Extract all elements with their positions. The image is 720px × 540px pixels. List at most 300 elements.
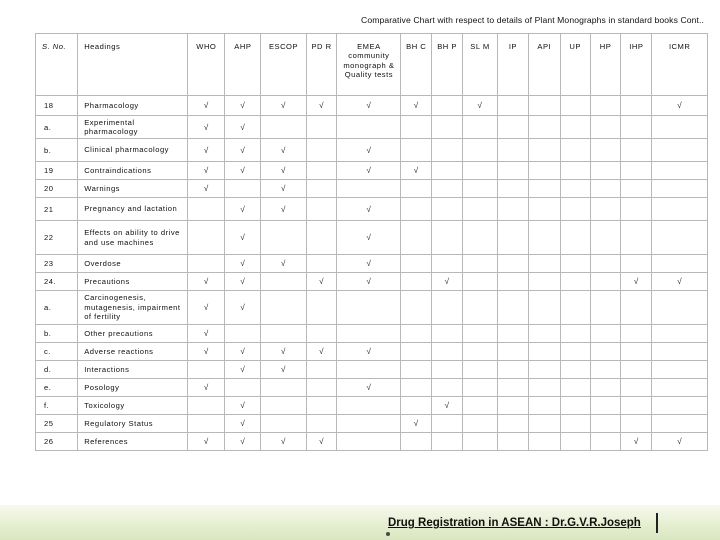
table-row [36, 379, 708, 397]
empty-cell [497, 397, 528, 415]
col-header-bhc: BH C [401, 34, 432, 96]
table-body [36, 96, 708, 451]
empty-cell [306, 162, 337, 180]
empty-cell [188, 361, 225, 379]
row-number: e. [36, 379, 78, 397]
empty-cell [261, 221, 306, 255]
check-mark: √ [401, 415, 432, 433]
empty-cell [621, 325, 652, 343]
check-mark: √ [261, 343, 306, 361]
empty-cell [652, 361, 708, 379]
empty-cell [225, 180, 261, 198]
col-header-sno: S. No. [36, 34, 78, 96]
col-header-api: API [528, 34, 560, 96]
empty-cell [432, 415, 463, 433]
empty-cell [463, 162, 498, 180]
empty-cell [432, 162, 463, 180]
col-header-bhp: BH P [432, 34, 463, 96]
empty-cell [560, 343, 590, 361]
empty-cell [306, 198, 337, 221]
col-header-pdr: PD R [306, 34, 337, 96]
empty-cell [261, 415, 306, 433]
table-row [36, 139, 708, 162]
empty-cell [306, 255, 337, 273]
empty-cell [652, 139, 708, 162]
col-header-headings: Headings [78, 34, 188, 96]
empty-cell [497, 116, 528, 139]
table-row [36, 273, 708, 291]
check-mark: √ [261, 198, 306, 221]
row-number: 23 [36, 255, 78, 273]
check-mark: √ [337, 255, 401, 273]
row-heading: Clinical pharmacology [78, 139, 188, 162]
check-mark: √ [337, 221, 401, 255]
col-header-hp: HP [590, 34, 621, 96]
empty-cell [306, 221, 337, 255]
empty-cell [621, 139, 652, 162]
empty-cell [652, 343, 708, 361]
empty-cell [528, 361, 560, 379]
empty-cell [261, 291, 306, 325]
empty-cell [560, 116, 590, 139]
check-mark: √ [261, 96, 306, 116]
empty-cell [463, 415, 498, 433]
empty-cell [432, 343, 463, 361]
empty-cell [261, 273, 306, 291]
table-row [36, 343, 708, 361]
empty-cell [528, 397, 560, 415]
empty-cell [560, 433, 590, 451]
empty-cell [590, 291, 621, 325]
empty-cell [306, 415, 337, 433]
row-number: a. [36, 116, 78, 139]
empty-cell [652, 415, 708, 433]
empty-cell [560, 291, 590, 325]
empty-cell [528, 162, 560, 180]
empty-cell [401, 180, 432, 198]
empty-cell [401, 255, 432, 273]
check-mark: √ [225, 433, 261, 451]
check-mark: √ [337, 379, 401, 397]
empty-cell [306, 379, 337, 397]
check-mark: √ [225, 361, 261, 379]
table-row [36, 255, 708, 273]
check-mark: √ [306, 96, 337, 116]
empty-cell [497, 343, 528, 361]
check-mark: √ [621, 433, 652, 451]
empty-cell [652, 180, 708, 198]
empty-cell [463, 221, 498, 255]
row-number: 19 [36, 162, 78, 180]
empty-cell [463, 273, 498, 291]
empty-cell [560, 255, 590, 273]
check-mark: √ [463, 96, 498, 116]
check-mark: √ [306, 343, 337, 361]
empty-cell [652, 162, 708, 180]
empty-cell [652, 325, 708, 343]
empty-cell [560, 415, 590, 433]
empty-cell [337, 415, 401, 433]
empty-cell [560, 96, 590, 116]
row-number: 21 [36, 198, 78, 221]
check-mark: √ [401, 162, 432, 180]
empty-cell [497, 180, 528, 198]
empty-cell [337, 116, 401, 139]
empty-cell [590, 325, 621, 343]
empty-cell [528, 96, 560, 116]
check-mark: √ [225, 343, 261, 361]
empty-cell [497, 255, 528, 273]
empty-cell [401, 273, 432, 291]
empty-cell [590, 433, 621, 451]
empty-cell [621, 255, 652, 273]
check-mark: √ [225, 116, 261, 139]
check-mark: √ [225, 273, 261, 291]
empty-cell [463, 116, 498, 139]
row-heading: Effects on ability to drive and use machines [78, 221, 188, 255]
empty-cell [621, 180, 652, 198]
empty-cell [432, 291, 463, 325]
row-heading: References [78, 433, 188, 451]
empty-cell [590, 415, 621, 433]
row-heading: Interactions [78, 361, 188, 379]
col-header-ip: IP [497, 34, 528, 96]
empty-cell [463, 325, 498, 343]
empty-cell [225, 325, 261, 343]
empty-cell [497, 198, 528, 221]
empty-cell [652, 116, 708, 139]
check-mark: √ [621, 273, 652, 291]
empty-cell [261, 116, 306, 139]
empty-cell [560, 139, 590, 162]
empty-cell [401, 139, 432, 162]
row-heading: Pharmacology [78, 96, 188, 116]
col-header-slm: SL M [463, 34, 498, 96]
empty-cell [590, 255, 621, 273]
empty-cell [528, 221, 560, 255]
check-mark: √ [225, 221, 261, 255]
col-header-ihp: IHP [621, 34, 652, 96]
empty-cell [560, 198, 590, 221]
empty-cell [652, 397, 708, 415]
empty-cell [497, 162, 528, 180]
check-mark: √ [225, 198, 261, 221]
row-number: b. [36, 139, 78, 162]
col-header-escop: ESCOP [261, 34, 306, 96]
empty-cell [188, 397, 225, 415]
check-mark: √ [337, 343, 401, 361]
col-header-emea: EMEA community monograph & Quality tests [337, 34, 401, 96]
empty-cell [337, 397, 401, 415]
empty-cell [463, 198, 498, 221]
col-header-ahp: AHP [225, 34, 261, 96]
empty-cell [560, 361, 590, 379]
table-row [36, 221, 708, 255]
empty-cell [528, 180, 560, 198]
empty-cell [590, 361, 621, 379]
check-mark: √ [401, 96, 432, 116]
empty-cell [337, 180, 401, 198]
check-mark: √ [337, 198, 401, 221]
empty-cell [497, 361, 528, 379]
row-heading: Contraindications [78, 162, 188, 180]
check-mark: √ [188, 379, 225, 397]
table-row [36, 433, 708, 451]
check-mark: √ [261, 162, 306, 180]
check-mark: √ [337, 162, 401, 180]
empty-cell [621, 198, 652, 221]
empty-cell [401, 397, 432, 415]
check-mark: √ [261, 180, 306, 198]
empty-cell [590, 162, 621, 180]
empty-cell [528, 325, 560, 343]
empty-cell [652, 198, 708, 221]
empty-cell [621, 116, 652, 139]
check-mark: √ [188, 116, 225, 139]
empty-cell [463, 291, 498, 325]
row-heading: Toxicology [78, 397, 188, 415]
row-heading: Warnings [78, 180, 188, 198]
empty-cell [463, 361, 498, 379]
empty-cell [188, 221, 225, 255]
empty-cell [432, 116, 463, 139]
empty-cell [401, 433, 432, 451]
empty-cell [528, 255, 560, 273]
empty-cell [432, 361, 463, 379]
check-mark: √ [188, 162, 225, 180]
col-header-up: UP [560, 34, 590, 96]
empty-cell [432, 433, 463, 451]
empty-cell [337, 325, 401, 343]
empty-cell [621, 221, 652, 255]
empty-cell [528, 343, 560, 361]
row-number: d. [36, 361, 78, 379]
empty-cell [225, 379, 261, 397]
row-heading: Adverse reactions [78, 343, 188, 361]
empty-cell [621, 415, 652, 433]
row-number: 24. [36, 273, 78, 291]
empty-cell [188, 415, 225, 433]
empty-cell [306, 116, 337, 139]
table-row [36, 162, 708, 180]
check-mark: √ [188, 291, 225, 325]
empty-cell [432, 198, 463, 221]
empty-cell [188, 198, 225, 221]
empty-cell [401, 343, 432, 361]
check-mark: √ [225, 415, 261, 433]
empty-cell [590, 96, 621, 116]
empty-cell [337, 361, 401, 379]
table-row [36, 325, 708, 343]
empty-cell [528, 273, 560, 291]
empty-cell [337, 291, 401, 325]
empty-cell [560, 221, 590, 255]
empty-cell [590, 397, 621, 415]
check-mark: √ [652, 96, 708, 116]
check-mark: √ [188, 180, 225, 198]
table-row [36, 291, 708, 325]
empty-cell [463, 433, 498, 451]
row-heading: Posology [78, 379, 188, 397]
row-number: f. [36, 397, 78, 415]
empty-cell [497, 415, 528, 433]
empty-cell [652, 379, 708, 397]
empty-cell [432, 221, 463, 255]
empty-cell [432, 180, 463, 198]
empty-cell [463, 397, 498, 415]
empty-cell [590, 198, 621, 221]
check-mark: √ [652, 273, 708, 291]
empty-cell [560, 325, 590, 343]
empty-cell [261, 379, 306, 397]
table-row [36, 96, 708, 116]
check-mark: √ [261, 139, 306, 162]
empty-cell [560, 162, 590, 180]
empty-cell [463, 180, 498, 198]
empty-cell [590, 273, 621, 291]
empty-cell [560, 273, 590, 291]
empty-cell [188, 255, 225, 273]
empty-cell [306, 361, 337, 379]
table-row [36, 361, 708, 379]
empty-cell [401, 221, 432, 255]
empty-cell [401, 379, 432, 397]
check-mark: √ [261, 361, 306, 379]
empty-cell [497, 325, 528, 343]
empty-cell [401, 198, 432, 221]
empty-cell [621, 343, 652, 361]
table-row [36, 180, 708, 198]
comparison-table [35, 33, 708, 451]
empty-cell [463, 255, 498, 273]
check-mark: √ [337, 273, 401, 291]
row-heading: Overdose [78, 255, 188, 273]
empty-cell [528, 415, 560, 433]
empty-cell [432, 139, 463, 162]
empty-cell [497, 291, 528, 325]
empty-cell [497, 221, 528, 255]
row-number: 18 [36, 96, 78, 116]
check-mark: √ [188, 433, 225, 451]
row-heading: Other precautions [78, 325, 188, 343]
row-heading: Experimental pharmacology [78, 116, 188, 139]
empty-cell [528, 116, 560, 139]
row-number: 25 [36, 415, 78, 433]
empty-cell [432, 96, 463, 116]
empty-cell [621, 397, 652, 415]
empty-cell [590, 379, 621, 397]
row-number: b. [36, 325, 78, 343]
check-mark: √ [225, 397, 261, 415]
row-number: 22 [36, 221, 78, 255]
check-mark: √ [188, 273, 225, 291]
empty-cell [621, 291, 652, 325]
check-mark: √ [337, 96, 401, 116]
empty-cell [528, 139, 560, 162]
empty-cell [261, 325, 306, 343]
row-heading: Carcinogenesis, mutagenesis, impairment of fertility [78, 291, 188, 325]
row-number: a. [36, 291, 78, 325]
empty-cell [306, 325, 337, 343]
empty-cell [590, 343, 621, 361]
check-mark: √ [225, 291, 261, 325]
row-heading: Pregnancy and lactation [78, 198, 188, 221]
row-number: c. [36, 343, 78, 361]
empty-cell [463, 139, 498, 162]
check-mark: √ [225, 162, 261, 180]
check-mark: √ [652, 433, 708, 451]
check-mark: √ [188, 139, 225, 162]
check-mark: √ [261, 255, 306, 273]
empty-cell [497, 379, 528, 397]
empty-cell [590, 221, 621, 255]
row-heading: Precautions [78, 273, 188, 291]
empty-cell [621, 361, 652, 379]
empty-cell [337, 433, 401, 451]
empty-cell [560, 397, 590, 415]
empty-cell [590, 116, 621, 139]
empty-cell [528, 379, 560, 397]
empty-cell [621, 162, 652, 180]
empty-cell [261, 397, 306, 415]
check-mark: √ [432, 273, 463, 291]
empty-cell [590, 180, 621, 198]
row-heading: Regulatory Status [78, 415, 188, 433]
empty-cell [306, 397, 337, 415]
empty-cell [306, 291, 337, 325]
check-mark: √ [188, 343, 225, 361]
empty-cell [401, 361, 432, 379]
row-number: 20 [36, 180, 78, 198]
empty-cell [590, 139, 621, 162]
empty-cell [497, 433, 528, 451]
empty-cell [401, 116, 432, 139]
empty-cell [401, 291, 432, 325]
col-header-who: WHO [188, 34, 225, 96]
check-mark: √ [225, 96, 261, 116]
empty-cell [621, 96, 652, 116]
chart-title: Comparative Chart with respect to details of Plant Monographs in standard books Cont.. [361, 15, 704, 25]
table-row [36, 397, 708, 415]
check-mark: √ [432, 397, 463, 415]
header-row [36, 34, 708, 96]
footer-text: Drug Registration in ASEAN : Dr.G.V.R.Joseph [388, 513, 658, 533]
empty-cell [652, 221, 708, 255]
empty-cell [652, 255, 708, 273]
empty-cell [497, 96, 528, 116]
row-number: 26 [36, 433, 78, 451]
empty-cell [497, 139, 528, 162]
check-mark: √ [188, 96, 225, 116]
empty-cell [560, 379, 590, 397]
check-mark: √ [225, 255, 261, 273]
empty-cell [306, 139, 337, 162]
empty-cell [463, 379, 498, 397]
empty-cell [432, 255, 463, 273]
empty-cell [401, 325, 432, 343]
check-mark: √ [188, 325, 225, 343]
check-mark: √ [306, 273, 337, 291]
empty-cell [652, 291, 708, 325]
empty-cell [528, 198, 560, 221]
empty-cell [432, 379, 463, 397]
table-row [36, 415, 708, 433]
empty-cell [432, 325, 463, 343]
check-mark: √ [261, 433, 306, 451]
empty-cell [528, 291, 560, 325]
table-row [36, 198, 708, 221]
check-mark: √ [225, 139, 261, 162]
